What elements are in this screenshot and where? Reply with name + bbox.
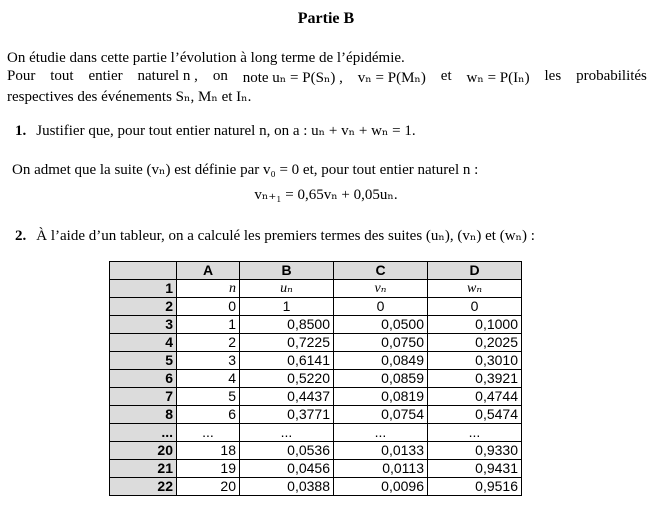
- table-cell: 0,7225: [240, 334, 334, 352]
- column-header-row: [110, 262, 522, 280]
- recurrence-formula: vₙ₊₁ = 0,65vₙ + 0,05uₙ.: [254, 187, 398, 203]
- intro-word: et: [440, 68, 452, 84]
- table-cell: 18: [177, 442, 240, 460]
- table-cell: 0,3010: [428, 352, 522, 370]
- row-header: 8: [110, 406, 177, 424]
- table-row: [110, 298, 522, 316]
- table-cell: ...: [240, 424, 334, 442]
- column-header: D: [428, 262, 522, 280]
- table-cell: 0,6141: [240, 352, 334, 370]
- section-title: Partie B: [297, 10, 355, 27]
- table-cell: 0,8500: [240, 316, 334, 334]
- row-header: 6: [110, 370, 177, 388]
- table-row: [110, 316, 522, 334]
- table-cell: uₙ: [240, 280, 334, 298]
- column-header: B: [240, 262, 334, 280]
- table-cell: 0,0500: [334, 316, 428, 334]
- table-cell: wₙ: [428, 280, 522, 298]
- table-row: [110, 478, 522, 496]
- table-row: [110, 442, 522, 460]
- question-1-number: 1.: [15, 123, 27, 139]
- table-cell: 0: [177, 298, 240, 316]
- row-header: 1: [110, 280, 177, 298]
- table-cell: 0,4744: [428, 388, 522, 406]
- table-cell: 0,5474: [428, 406, 522, 424]
- table-cell: 0,0819: [334, 388, 428, 406]
- question-1: [15, 121, 416, 140]
- table-row: [110, 388, 522, 406]
- table-row: [110, 352, 522, 370]
- intro-word: probabilités: [576, 68, 647, 84]
- table-cell: 2: [177, 334, 240, 352]
- table-cell: 1: [177, 316, 240, 334]
- table-row: [110, 280, 522, 298]
- table-cell: 0: [428, 298, 522, 316]
- table-cell: 0,0133: [334, 442, 428, 460]
- table-cell: 0,0754: [334, 406, 428, 424]
- table-cell: 1: [240, 298, 334, 316]
- row-header: 22: [110, 478, 177, 496]
- table-cell: 6: [177, 406, 240, 424]
- table-cell: ...: [177, 424, 240, 442]
- table-cell: 0,0859: [334, 370, 428, 388]
- intro-word: wₙ = P(Iₙ): [466, 70, 530, 86]
- table-cell: 0,0388: [240, 478, 334, 496]
- table-cell: 0,0456: [240, 460, 334, 478]
- question-2-number: 2.: [15, 228, 27, 244]
- table-row: [110, 370, 522, 388]
- row-header: 5: [110, 352, 177, 370]
- column-header: C: [334, 262, 428, 280]
- table-cell: 0,9431: [428, 460, 522, 478]
- table-cell: 0,9330: [428, 442, 522, 460]
- intro-word: tout: [50, 68, 74, 84]
- intro-word: note uₙ = P(Sₙ) ,: [242, 70, 343, 86]
- intro-line-3: respectives des événements Sₙ, Mₙ et Iₙ.: [7, 89, 252, 105]
- intro-word: on: [212, 68, 228, 84]
- table-row: [110, 424, 522, 442]
- table-cell: 0,1000: [428, 316, 522, 334]
- spreadsheet-table: [109, 261, 522, 496]
- question-2: [15, 226, 535, 245]
- table-cell: 0: [334, 298, 428, 316]
- table-cell: 0,3921: [428, 370, 522, 388]
- table-cell: 0,2025: [428, 334, 522, 352]
- intro-line-2: [7, 68, 647, 87]
- table-cell: ...: [334, 424, 428, 442]
- corner-cell: [110, 262, 177, 280]
- table-cell: 0,4437: [240, 388, 334, 406]
- intro-word: les: [544, 68, 562, 84]
- table-cell: vₙ: [334, 280, 428, 298]
- intro-word: Pour: [7, 68, 36, 84]
- row-header: 4: [110, 334, 177, 352]
- table-row: [110, 406, 522, 424]
- intro-word: entier: [88, 68, 123, 84]
- table-cell: ...: [428, 424, 522, 442]
- table-cell: 19: [177, 460, 240, 478]
- table-cell: 0,3771: [240, 406, 334, 424]
- table-cell: 0,5220: [240, 370, 334, 388]
- table-cell: 3: [177, 352, 240, 370]
- table-cell: 0,0113: [334, 460, 428, 478]
- table-cell: n: [177, 280, 240, 298]
- table-cell: 20: [177, 478, 240, 496]
- row-header: ...: [110, 424, 177, 442]
- intro-word: vₙ = P(Mₙ): [357, 70, 426, 86]
- admission-text: On admet que la suite (vₙ) est définie par v₀ = 0 et, pour tout entier naturel n :: [12, 162, 479, 178]
- intro-line-1: On étudie dans cette partie l’évolution à long terme de l’épidémie.: [7, 50, 405, 66]
- question-2-text: À l’aide d’un tableur, on a calculé les premiers termes des suites (uₙ), (vₙ) et (wₙ) :: [36, 228, 535, 244]
- table-row: [110, 334, 522, 352]
- table-cell: 0,0536: [240, 442, 334, 460]
- table-cell: 5: [177, 388, 240, 406]
- table-cell: 0,0750: [334, 334, 428, 352]
- table-cell: 0,0096: [334, 478, 428, 496]
- row-header: 3: [110, 316, 177, 334]
- question-1-text: Justifier que, pour tout entier naturel n, on a : uₙ + vₙ + wₙ = 1.: [36, 123, 416, 139]
- row-header: 21: [110, 460, 177, 478]
- table-row: [110, 460, 522, 478]
- row-header: 20: [110, 442, 177, 460]
- table-cell: 0,9516: [428, 478, 522, 496]
- table-cell: 0,0849: [334, 352, 428, 370]
- intro-word: naturel n ,: [137, 68, 198, 84]
- column-header: A: [177, 262, 240, 280]
- row-header: 2: [110, 298, 177, 316]
- table-cell: 4: [177, 370, 240, 388]
- row-header: 7: [110, 388, 177, 406]
